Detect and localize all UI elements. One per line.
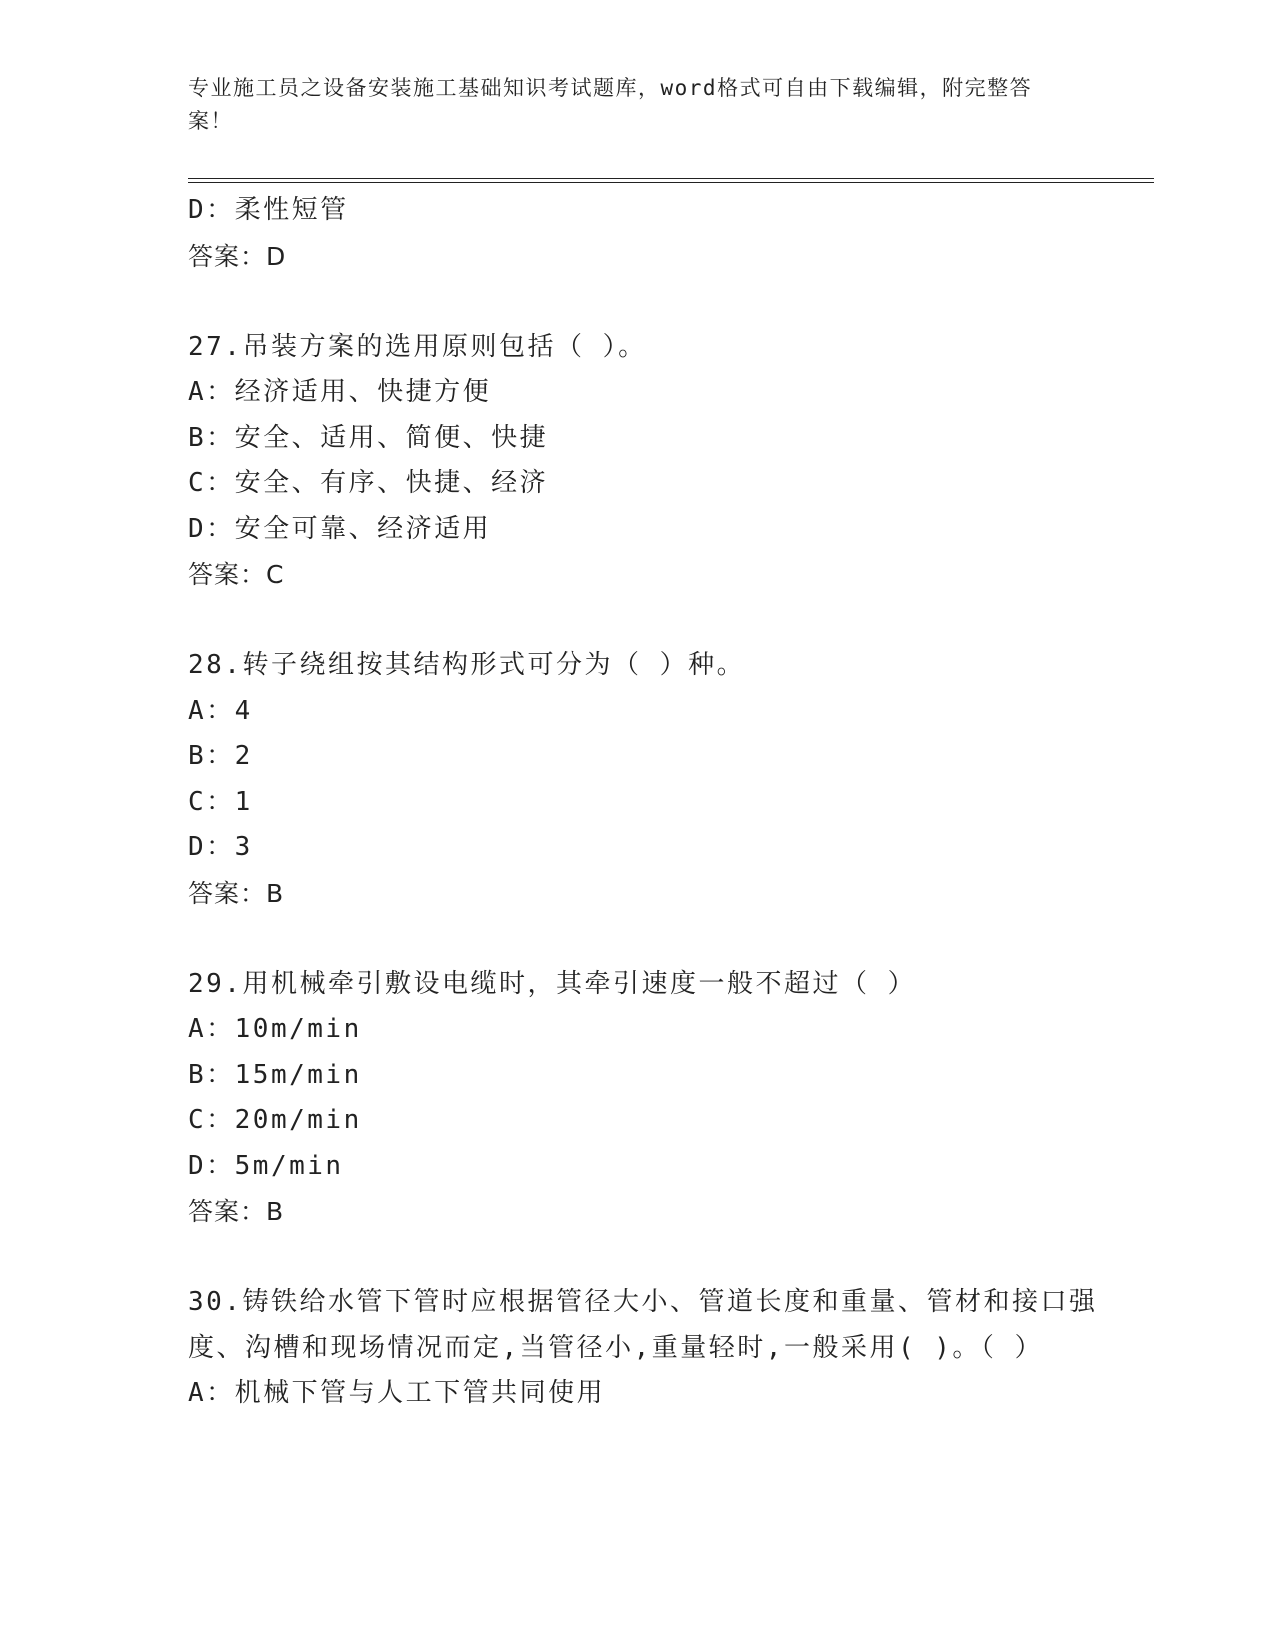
q27-stem: 27.吊装方案的选用原则包括（ ）。: [188, 331, 647, 362]
document-header: 专业施工员之设备安装施工基础知识考试题库，word格式可自由下载编辑，附完整答案！: [188, 76, 1033, 133]
q27-answer: 答案：C: [188, 560, 285, 589]
q29-option-a: A：10m/min: [188, 1014, 362, 1044]
header-rule-top: [188, 178, 1154, 179]
q30-stem-block: [188, 1280, 1148, 1371]
q27-option-b: B：安全、适用、简便、快捷: [188, 422, 549, 453]
question-list: [188, 188, 1148, 1417]
q30-option-a: A：机械下管与人工下管共同使用: [188, 1378, 606, 1408]
spacer: [188, 916, 1148, 962]
spacer: [188, 1235, 1148, 1281]
q26-answer: 答案：D: [188, 241, 287, 271]
q29-option-b: B：15m/min: [188, 1059, 362, 1090]
q28-answer: 答案：B: [188, 878, 285, 908]
q26-option-d: D：柔性短管: [188, 195, 349, 225]
q30-stem: 30.铸铁给水管下管时应根据管径大小、管道长度和重量、管材和接口强度、沟槽和现场情况而定,当管径小,重量轻时,一般采用( )。（ ）: [188, 1287, 1098, 1363]
q28-option-a: A：4: [188, 695, 253, 726]
spacer: [188, 279, 1148, 325]
q29-option-c: C：20m/min: [188, 1105, 362, 1135]
q27-option-d: D：安全可靠、经济适用: [188, 513, 492, 544]
q28-option-d: D：3: [188, 832, 253, 862]
q29-stem: 29.用机械牵引敷设电缆时，其牵引速度一般不超过（ ）: [188, 968, 917, 999]
q27-option-a: A：经济适用、快捷方便: [188, 377, 492, 407]
q27-option-c: C：安全、有序、快捷、经济: [188, 468, 549, 498]
q28-option-b: B：2: [188, 741, 253, 771]
header-rule-bottom: [188, 182, 1154, 183]
q29-answer: 答案：B: [188, 1197, 285, 1226]
spacer: [188, 598, 1148, 644]
q29-option-d: D：5m/min: [188, 1150, 344, 1181]
q28-option-c: C：1: [188, 786, 253, 817]
q28-stem: 28.转子绕组按其结构形式可分为（ ）种。: [188, 650, 746, 680]
